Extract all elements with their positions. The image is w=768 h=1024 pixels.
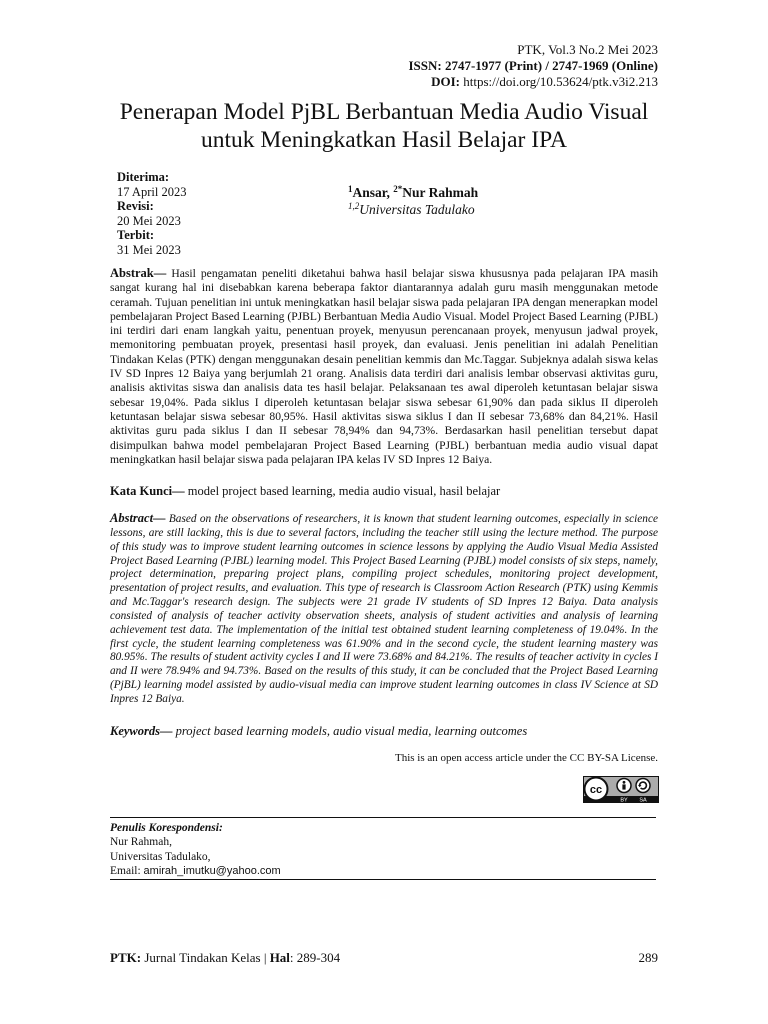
doi-link[interactable]: https://doi.org/10.53624/ptk.v3i2.213 (463, 74, 658, 89)
correspondence-heading: Penulis Korespondensi: (110, 822, 223, 834)
author-affiliation: $^{1,2}$Universitas Tadulako (348, 201, 475, 217)
keywords-indonesian: Kata Kunci— model project based learning, media audio visual, hasil belajar (110, 484, 501, 498)
received-date: 17 April 2023 (117, 184, 187, 199)
abstract-en-text: Based on the observations of researchers, it is known that student learning outcomes, especially in science lessons, are still lacking, this is due to several factors, including the teacher still using the lecture method. The purpose of this study was to improve student learning outcomes in science lessons by applying the Audio Visual Media Assisted Project Based Learning (PJBL) learning model. This Project Based Learning (PJBL) model consists of six steps, namely, project determination, preparing project plans, compiling project schedules, monitoring project development, presentation of project results, and evaluation. This type of research is Classroom Action Research (PTK) using Kemmis and Mc.Taggar's research design. The subjects were 21 grade IV students of SD Inpres 12 Baiya. Data analysis consisted of analysis of teacher activity observation sheets, analysis of student activities and analysis of learning achievement test data. The implementation of the initial test obtained student learning completeness of 19.04%. In the first cycle, the student learning completeness was 61.90% and in the second cycle, the student learning mastery was 80.95%. The results of student activity cycles I and II were 73.68% and 84.21%. The results of teacher activity in cycles I and II were 78.94% and 94.73%. Based on the results of this study, it can be concluded that the Project Based Learning (PjBL) learning model assisted by audio-visual media can improve student learning outcomes in class IV Science at SD Inpres 12 Baiya. (110, 513, 658, 705)
paper-title: Penerapan Model PjBL Berbantuan Media Audio Visual untuk Meningkatkan Hasil Belajar IPA (119, 99, 649, 153)
revised-label: Revisi: (117, 199, 154, 213)
journal-citation: PTK, Vol.3 No.2 Mei 2023 (517, 42, 658, 57)
svg-text:cc: cc (589, 784, 603, 796)
journal-issn: ISSN: 2747-1977 (Print) / 2747-1969 (Online) (408, 58, 658, 73)
svg-text:SA: SA (639, 797, 647, 803)
abstract-id-text: Hasil pengamatan peneliti diketahui bahwa hasil belajar siswa khususnya pada pelajaran IPA masih sangat kurang hal ini disebabkan karena beberapa faktor diantarannya adalah guru masih menggunakan metode ceramah. Tujuan penelitian ini untuk meningkatkan hasil belajar siswa pada pelajaran IPA dengan menerapkan model pembelajaran Project Based Learning (PJBL) Berbantuan Media Audio Visual. Model Project Based Learning (PJBL) ini terdiri dari enam langkah yaitu, penentuan proyek, menyusun perencanaan proyek, menyusun jadwal proyek, memonitoring pembuatan proyek, presentasi hasil proyek, dan evaluasi. Jenis penelitian ini adalah Penelitian Tindakan Kelas (PTK) dengan menggunakan desain penelitian kemmis dan Mc.Taggar. Subjeknya adalah siswa kelas IV SD Inpres 12 Baiya yang berjumlah 21 orang. Analisis data terdiri dari analisis lembar observasi aktivitas guru, analisis aktivitas siswa dan analisis data tes hasil belajar. Pelaksanaan tes awal diperoleh ketuntasan belajar siswa sebesar 19,04%. Pada siklus I diperoleh ketuntasan belajar siswa sebesar 61,90% dan pada siklus II diperoleh ketuntasan belajar siswa sebesar 80,95%. Hasil aktivitas siswa siklus I dan II sebesar 73,68% dan 84,21%. Hasil aktivitas guru pada siklus I dan II sebesar 78,94% dan 94,73%. Berdasarkan hasil penelitian tersebut dapat disimpulkan bahwa model pembelajaran Project Based Learning (PJBL) berbantuan media audio visual dapat meningkatkan hasil belajar siswa pada pelajaran IPA kelas IV SD Inpres 12 Baiya. (110, 267, 658, 466)
email-link[interactable]: amirah_imutku@yahoo.com (143, 864, 281, 877)
abstract-english (110, 512, 658, 707)
article-dates (117, 170, 186, 257)
published-date: 31 Mei 2023 (117, 242, 181, 257)
page-number: 289 (638, 950, 658, 965)
abstract-en-heading: Abstract— (110, 511, 166, 525)
correspondence-institution: Universitas Tadulako, (110, 850, 211, 863)
keywords-english: Keywords— project based learning models, audio visual media, learning outcomes (110, 724, 528, 738)
correspondence-name: Nur Rahmah, (110, 836, 172, 849)
author-block (348, 184, 478, 218)
cc-by-sa-badge-icon[interactable] (583, 776, 659, 803)
journal-info (408, 42, 658, 90)
divider-top (110, 817, 656, 818)
license-text: This is an open access article under the CC BY-SA License. (394, 752, 658, 764)
correspondence-block (110, 821, 281, 878)
published-label: Terbit: (117, 228, 155, 242)
revised-date: 20 Mei 2023 (117, 213, 181, 228)
svg-text:BY: BY (620, 797, 628, 803)
received-label: Diterima: (117, 170, 170, 184)
journal-doi: DOI: https://doi.org/10.53624/ptk.v3i2.213 (431, 74, 658, 89)
abstract-id-heading: Abstrak— (110, 266, 167, 280)
abstract-indonesian (110, 266, 658, 467)
journal-footer: PTK: Jurnal Tindakan Kelas | Hal: 289-304 (110, 950, 341, 965)
correspondence-email: Email: amirah_imutku@yahoo.com (110, 864, 281, 877)
author-names: $^1$Ansar, $^{2*}$Nur Rahmah (348, 184, 479, 200)
divider-bottom (110, 879, 656, 880)
